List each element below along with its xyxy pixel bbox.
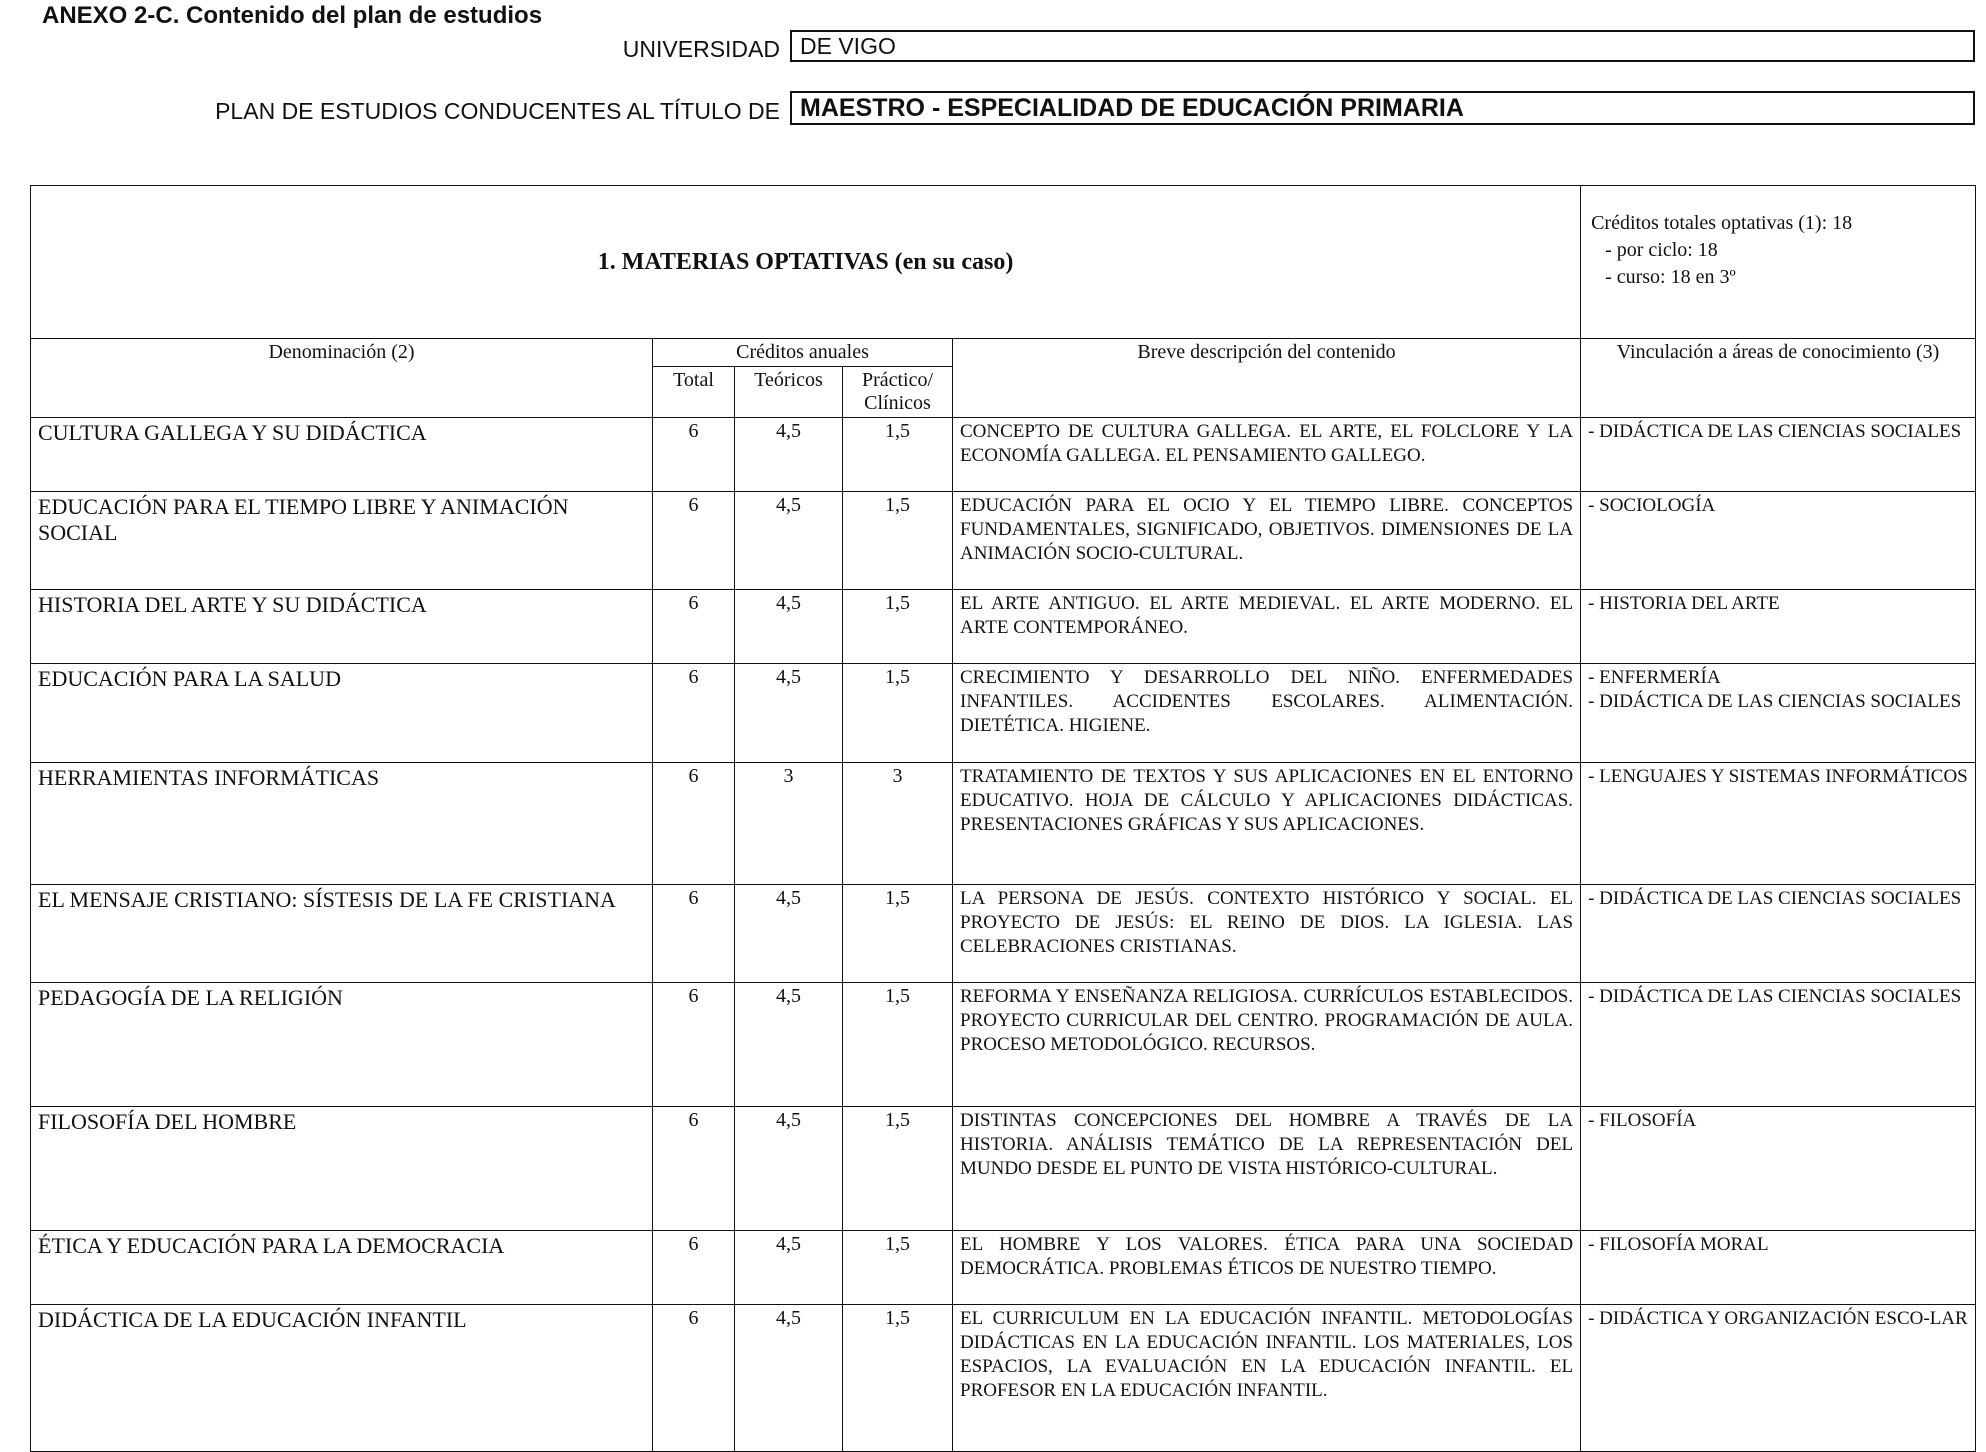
document-title: ANEXO 2-C. Contenido del plan de estudios <box>42 2 543 29</box>
subject-name: DIDÁCTICA DE LA EDUCACIÓN INFANTIL <box>31 1305 653 1452</box>
table-row <box>31 492 1976 590</box>
credits-teoricos: 4,5 <box>735 1107 843 1231</box>
subject-name: EDUCACIÓN PARA LA SALUD <box>31 664 653 763</box>
content-description: EL HOMBRE Y LOS VALORES. ÉTICA PARA UNA SOCIEDAD DEMOCRÁTICA. PROBLEMAS ÉTICOS DE NUESTRO TIEMPO. <box>953 1231 1581 1305</box>
content-description: REFORMA Y ENSEÑANZA RELIGIOSA. CURRÍCULOS ESTABLECIDOS. PROYECTO CURRICULAR DEL CENTRO. PROGRAMACIÓN DE AULA. PROCESO METODOLÓGICO. RECURSOS. <box>953 983 1581 1107</box>
credits-teoricos: 4,5 <box>735 885 843 983</box>
subject-name: CULTURA GALLEGA Y SU DIDÁCTICA <box>31 418 653 492</box>
col-creditos-anuales: Créditos anuales <box>653 339 953 367</box>
col-descripcion: Breve descripción del contenido <box>953 339 1581 418</box>
content-description: CRECIMIENTO Y DESARROLLO DEL NIÑO. ENFERMEDADES INFANTILES. ACCIDENTES ESCOLARES. ALIMENTACIÓN. DIETÉTICA. HIGIENE. <box>953 664 1581 763</box>
col-teoricos: Teóricos <box>735 367 843 418</box>
credits-total: 6 <box>653 1305 735 1452</box>
credits-practicos: 1,5 <box>843 418 953 492</box>
content-description: EDUCACIÓN PARA EL OCIO Y EL TIEMPO LIBRE. CONCEPTOS FUNDAMENTALES, SIGNIFICADO, OBJETIVOS. DIMENSIONES DE LA ANIMACIÓN SOCIO-CULTURAL. <box>953 492 1581 590</box>
knowledge-areas: - FILOSOFÍA MORAL <box>1581 1231 1976 1305</box>
col-vinculacion: Vinculación a áreas de conocimiento (3) <box>1581 339 1976 418</box>
credits-practicos: 1,5 <box>843 1107 953 1231</box>
col-practicos: Práctico/ Clínicos <box>843 367 953 418</box>
credits-teoricos: 4,5 <box>735 664 843 763</box>
subject-name: EDUCACIÓN PARA EL TIEMPO LIBRE Y ANIMACIÓN SOCIAL <box>31 492 653 590</box>
credits-curso: - curso: 18 en 3º <box>1605 266 1736 288</box>
column-header-row-1 <box>31 339 1976 367</box>
subject-name: HISTORIA DEL ARTE Y SU DIDÁCTICA <box>31 590 653 664</box>
plan-value: MAESTRO - ESPECIALIDAD DE EDUCACIÓN PRIMARIA <box>800 94 1464 122</box>
credits-total: Créditos totales optativas (1): 18 <box>1591 212 1853 234</box>
credits-total: 6 <box>653 1107 735 1231</box>
knowledge-areas: - ENFERMERÍA - DIDÁCTICA DE LAS CIENCIAS SOCIALES <box>1581 664 1976 763</box>
table-row <box>31 664 1976 763</box>
credits-teoricos: 4,5 <box>735 983 843 1107</box>
knowledge-areas: - DIDÁCTICA DE LAS CIENCIAS SOCIALES <box>1581 885 1976 983</box>
credits-practicos: 1,5 <box>843 1231 953 1305</box>
credits-total: 6 <box>653 763 735 885</box>
table-row <box>31 885 1976 983</box>
knowledge-areas: - HISTORIA DEL ARTE <box>1581 590 1976 664</box>
content-description: TRATAMIENTO DE TEXTOS Y SUS APLICACIONES EN EL ENTORNO EDUCATIVO. HOJA DE CÁLCULO Y APLICACIONES DIDÁCTICAS. PRESENTACIONES GRÁFICAS Y SUS APLICACIONES. <box>953 763 1581 885</box>
content-description: LA PERSONA DE JESÚS. CONTEXTO HISTÓRICO Y SOCIAL. EL PROYECTO DE JESÚS: EL REINO DE DIOS. LA IGLESIA. LAS CELEBRACIONES CRISTIANAS. <box>953 885 1581 983</box>
credits-teoricos: 4,5 <box>735 1231 843 1305</box>
universidad-value: DE VIGO <box>800 33 896 59</box>
content-description: DISTINTAS CONCEPCIONES DEL HOMBRE A TRAVÉS DE LA HISTORIA. ANÁLISIS TEMÁTICO DE LA REPRESENTACIÓN DEL MUNDO DESDE EL PUNTO DE VISTA HISTÓRICO-CULTURAL. <box>953 1107 1581 1231</box>
credits-practicos: 1,5 <box>843 492 953 590</box>
subject-name: EL MENSAJE CRISTIANO: SÍSTESIS DE LA FE CRISTIANA <box>31 885 653 983</box>
table-row <box>31 983 1976 1107</box>
col-total: Total <box>653 367 735 418</box>
credits-practicos: 1,5 <box>843 1305 953 1452</box>
knowledge-areas: - SOCIOLOGÍA <box>1581 492 1976 590</box>
knowledge-areas: - FILOSOFÍA <box>1581 1107 1976 1231</box>
knowledge-areas: - DIDÁCTICA DE LAS CIENCIAS SOCIALES <box>1581 983 1976 1107</box>
section-title: 1. MATERIAS OPTATIVAS (en su caso) <box>31 186 1581 339</box>
table-row <box>31 763 1976 885</box>
optativas-table <box>30 185 1976 1452</box>
content-description: EL ARTE ANTIGUO. EL ARTE MEDIEVAL. EL ARTE MODERNO. EL ARTE CONTEMPORÁNEO. <box>953 590 1581 664</box>
knowledge-areas: - LENGUAJES Y SISTEMAS INFORMÁTICOS <box>1581 763 1976 885</box>
plan-field <box>790 91 1975 125</box>
table-body <box>31 418 1976 1452</box>
credits-teoricos: 4,5 <box>735 590 843 664</box>
subject-name: FILOSOFÍA DEL HOMBRE <box>31 1107 653 1231</box>
table-row <box>31 1107 1976 1231</box>
credits-total: 6 <box>653 492 735 590</box>
credits-ciclo: - por ciclo: 18 <box>1605 239 1718 261</box>
credits-total: 6 <box>653 1231 735 1305</box>
credits-practicos: 3 <box>843 763 953 885</box>
table-row <box>31 1305 1976 1452</box>
credits-summary <box>1581 186 1976 339</box>
knowledge-areas: - DIDÁCTICA DE LAS CIENCIAS SOCIALES <box>1581 418 1976 492</box>
credits-total: 6 <box>653 885 735 983</box>
credits-teoricos: 3 <box>735 763 843 885</box>
knowledge-areas: - DIDÁCTICA Y ORGANIZACIÓN ESCO-LAR <box>1581 1305 1976 1452</box>
plan-label: PLAN DE ESTUDIOS CONDUCENTES AL TÍTULO DE <box>215 98 780 124</box>
universidad-label: UNIVERSIDAD <box>622 36 780 62</box>
credits-total: 6 <box>653 418 735 492</box>
subject-name: HERRAMIENTAS INFORMÁTICAS <box>31 763 653 885</box>
content-description: CONCEPTO DE CULTURA GALLEGA. EL ARTE, EL FOLCLORE Y LA ECONOMÍA GALLEGA. EL PENSAMIENTO GALLEGO. <box>953 418 1581 492</box>
content-description: EL CURRICULUM EN LA EDUCACIÓN INFANTIL. METODOLOGÍAS DIDÁCTICAS EN LA EDUCACIÓN INFANTIL. LOS MATERIALES, LOS ESPACIOS, LA EVALUACIÓN EN LA EDUCACIÓN INFANTIL. EL PROFESOR EN LA EDUCACIÓN INFANTIL. <box>953 1305 1581 1452</box>
subject-name: PEDAGOGÍA DE LA RELIGIÓN <box>31 983 653 1107</box>
credits-practicos: 1,5 <box>843 590 953 664</box>
credits-total: 6 <box>653 983 735 1107</box>
table-row <box>31 418 1976 492</box>
credits-teoricos: 4,5 <box>735 1305 843 1452</box>
credits-total: 6 <box>653 664 735 763</box>
col-denominacion: Denominación (2) <box>31 339 653 418</box>
credits-teoricos: 4,5 <box>735 492 843 590</box>
table-row <box>31 1231 1976 1305</box>
credits-practicos: 1,5 <box>843 983 953 1107</box>
credits-practicos: 1,5 <box>843 885 953 983</box>
credits-teoricos: 4,5 <box>735 418 843 492</box>
credits-total: 6 <box>653 590 735 664</box>
subject-name: ÉTICA Y EDUCACIÓN PARA LA DEMOCRACIA <box>31 1231 653 1305</box>
table-row <box>31 590 1976 664</box>
section-header-row <box>31 186 1976 339</box>
universidad-field <box>790 30 1975 62</box>
credits-practicos: 1,5 <box>843 664 953 763</box>
